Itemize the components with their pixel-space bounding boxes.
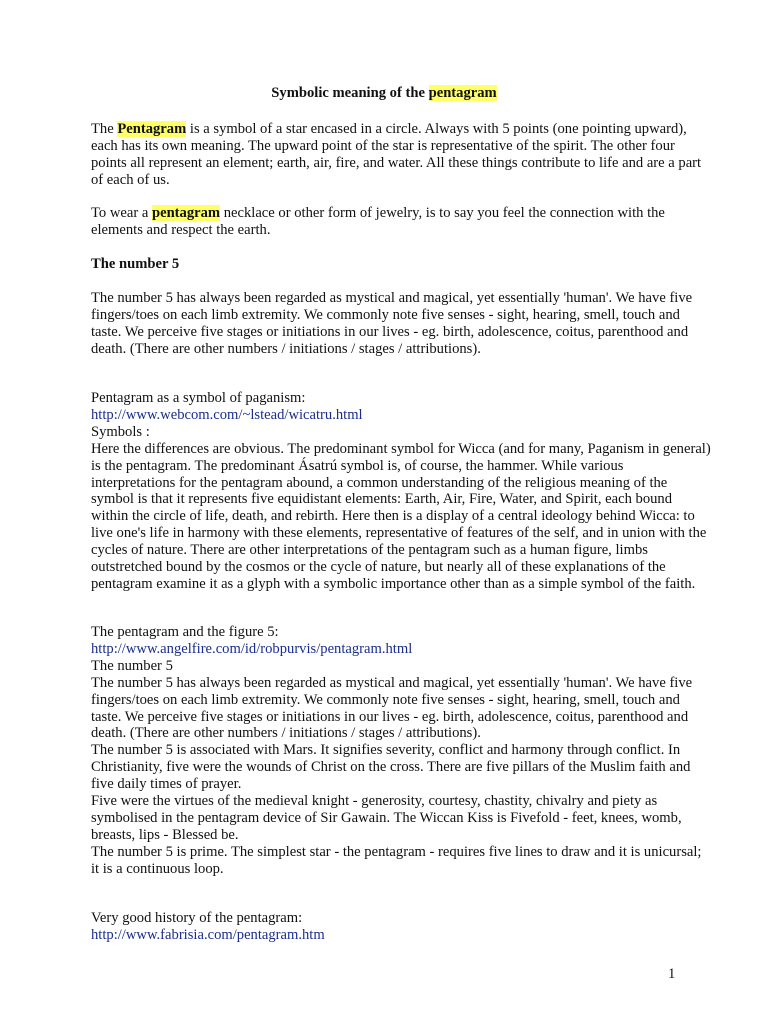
title-highlight: pentagram: [428, 85, 497, 101]
paganism-body: Here the differences are obvious. The predominant symbol for Wicca (and for many, Paganism in general) is the pentagram. The predominant Ásatrú symbol is, of course, the hammer. While various interpretations for the pentagram abound, a common understanding of the religious meaning of the symbol is that it represents five equidistant elements: Earth, Air, Fire, Water, and Spirit, each bound within the circle of life, death, and rebirth. Here then is a display of a central ideology behind Wicca: to live one's life in harmony with these elements, representative of features of the self, and in union with the cycles of nature. There are other interpretations of the pentagram such as a human figure, limbs outstretched bound by the cosmos or the cycle of nature, but nearly all of these explanations of the pentagram examine it as a glyph with a symbolic importance other than as a simple symbol of the faith.: [91, 440, 711, 592]
intro-paragraph: [91, 121, 711, 189]
figure5-section: [91, 624, 711, 878]
number5-heading: The number 5: [91, 256, 180, 272]
history-section: [91, 910, 711, 944]
page-title: [0, 85, 768, 102]
title-prefix: Symbolic meaning of the: [271, 85, 429, 101]
paganism-section: [91, 390, 711, 593]
paganism-label: Pentagram as a symbol of paganism:: [91, 390, 306, 406]
jewelry-highlight: pentagram: [151, 205, 221, 221]
figure5-paragraph-3: Five were the virtues of the medieval knight - generosity, courtesy, chastity, chivalry and piety as symbolised in the pentagram device of Sir Gawain. The Wiccan Kiss is Fivefold - feet, knees, womb, breasts, lips - Blessed be.: [91, 793, 682, 843]
figure5-link[interactable]: http://www.angelfire.com/id/robpurvis/pentagram.html: [91, 640, 413, 657]
symbols-subhead: Symbols :: [91, 423, 150, 440]
intro-rest: is a symbol of a star encased in a circle. Always with 5 points (one pointing upward), each has its own meaning. The upward point of the star is representative of the spirit. The other four points all represent an element; earth, air, fire, and water. All these things contribute to life and are a part of each of us.: [91, 121, 702, 188]
figure5-paragraph-1: The number 5 has always been regarded as mystical and magical, yet essentially 'human'. We have five fingers/toes on each limb extremity. We commonly note five senses - sight, hearing, smell, touch and taste. We perceive five stages or initiations in our lives - eg. birth, adolescence, coitus, parenthood and death. (There are other numbers / initiations / stages / attributions).: [91, 674, 693, 742]
intro-highlight: Pentagram: [117, 121, 187, 137]
number5-paragraph: The number 5 has always been regarded as mystical and magical, yet essentially 'human'. We have five fingers/toes on each limb extremity. We commonly note five senses - sight, hearing, smell, touch and taste. We perceive five stages or initiations in our lives - eg. birth, adolescence, coitus, parenthood and death. (There are other numbers / initiations / stages / attributions).: [91, 290, 693, 357]
figure5-paragraph-4: The number 5 is prime. The simplest star - the pentagram - requires five lines to draw and it is unicursal; it is a continuous loop.: [91, 843, 702, 877]
history-label: Very good history of the pentagram:: [91, 910, 303, 926]
paganism-link[interactable]: http://www.webcom.com/~lstead/wicatru.html: [91, 406, 363, 423]
page-number: 1: [668, 966, 676, 982]
figure5-subhead: The number 5: [91, 657, 173, 674]
jewelry-paragraph: [91, 205, 711, 239]
intro-lead: The: [91, 121, 118, 137]
jewelry-rest: necklace or other form of jewelry, is to say you feel the connection with the elements and respect the earth.: [91, 205, 665, 238]
figure5-label: The pentagram and the figure 5:: [91, 624, 279, 640]
history-link[interactable]: http://www.fabrisia.com/pentagram.htm: [91, 926, 325, 943]
figure5-paragraph-2: The number 5 is associated with Mars. It signifies severity, conflict and harmony through conflict. In Christianity, five were the wounds of Christ on the cross. There are five pillars of the Muslim faith and five daily times of prayer.: [91, 742, 691, 793]
jewelry-lead: To wear a: [91, 205, 152, 221]
